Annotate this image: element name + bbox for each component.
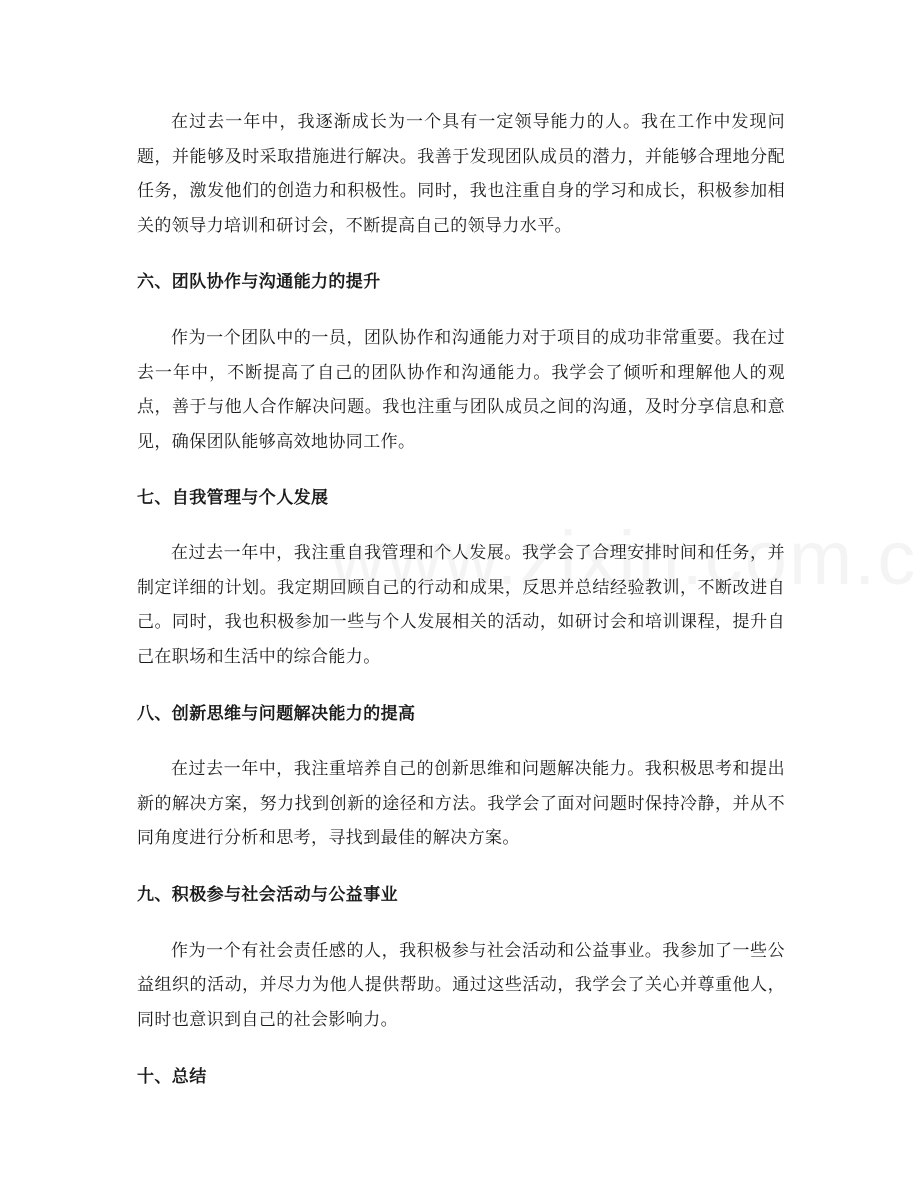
heading-innovation: 八、创新思维与问题解决能力的提高 [137, 704, 416, 724]
paragraph-self-management: 在过去一年中，我注重自我管理和个人发展。我学会了合理安排时间和任务，并制定详细的计划。我定期回顾自己的行动和成果，反思并总结经验教训，不断改进自己。同时，我也积极参加一些与个人发展相关的活动，如研讨会和培训课程，提升自己在职场和生活中的综合能力。 [137, 543, 785, 667]
paragraph-leadership: 在过去一年中，我逐渐成长为一个具有一定领导能力的人。我在工作中发现问题，并能够及时采取措施进行解决。我善于发现团队成员的潜力，并能够合理地分配任务，激发他们的创造力和积极性。同时，我也注重自身的学习和成长，积极参加相关的领导力培训和研讨会，不断提高自己的领导力水平。 [137, 112, 785, 236]
heading-self-management: 七、自我管理与个人发展 [137, 488, 329, 508]
paragraph-social-activities: 作为一个有社会责任感的人，我积极参与社会活动和公益事业。我参加了一些公益组织的活动，并尽力为他人提供帮助。通过这些活动，我学会了关心并尊重他人，同时也意识到自己的社会影响力。 [137, 940, 785, 1030]
heading-teamwork: 六、团队协作与沟通能力的提升 [137, 272, 381, 292]
paragraph-innovation: 在过去一年中，我注重培养自己的创新思维和问题解决能力。我积极思考和提出新的解决方案，努力找到创新的途径和方法。我学会了面对问题时保持冷静，并从不同角度进行分析和思考，寻找到最佳的解决方案。 [137, 759, 785, 848]
heading-summary: 十、总结 [137, 1067, 207, 1087]
paragraph-teamwork: 作为一个团队中的一员，团队协作和沟通能力对于项目的成功非常重要。我在过去一年中，不断提高了自己的团队协作和沟通能力。我学会了倾听和理解他人的观点，善于与他人合作解决问题。我也注重与团队成员之间的沟通，及时分享信息和意见，确保团队能够高效地协同工作。 [137, 328, 785, 452]
document-body [137, 105, 785, 1091]
heading-social-activities: 九、积极参与社会活动与公益事业 [137, 884, 398, 905]
